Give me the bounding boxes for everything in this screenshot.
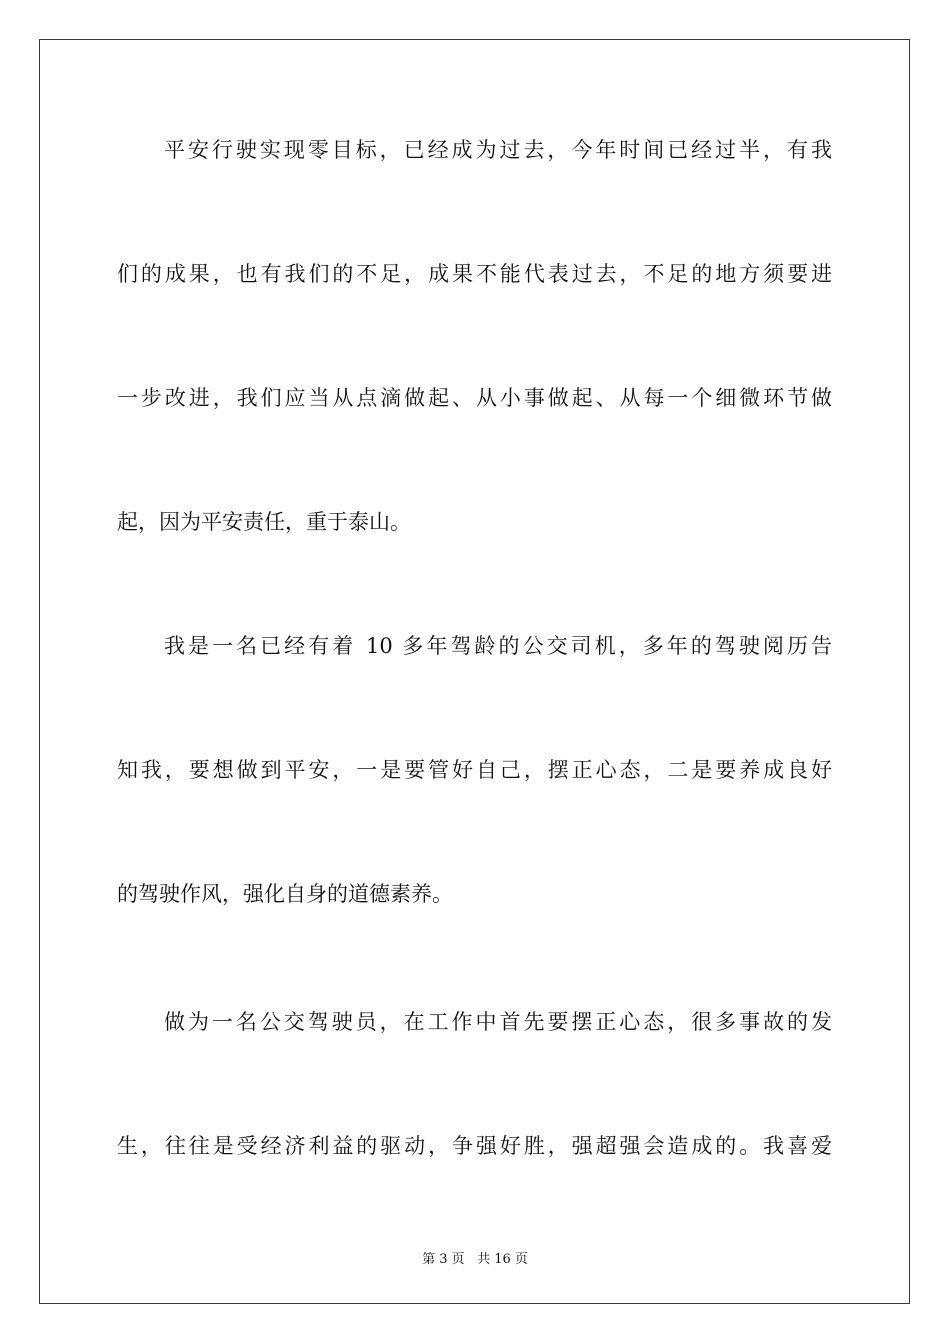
paragraph-2-line-3: 的驾驶作风，强化自身的道德素养。 xyxy=(117,882,453,906)
page-footer xyxy=(0,1248,950,1267)
paragraph-1-line-3: 一步改进，我们应当从点滴做起、从小事做起、从每一个细微环节做 xyxy=(117,386,832,410)
page-number: 第 3 页 xyxy=(422,1252,465,1267)
page-frame xyxy=(39,39,910,1304)
paragraph-3-line-2: 生，往往是受经济利益的驱动，争强好胜，强超强会造成的。我喜爱 xyxy=(117,1134,832,1158)
paragraph-1-line-1: 平安行驶实现零目标，已经成为过去，今年时间已经过半，有我 xyxy=(164,138,832,162)
total-pages: 共 16 页 xyxy=(477,1252,528,1267)
paragraph-3-line-1: 做为一名公交驾驶员，在工作中首先要摆正心态，很多事故的发 xyxy=(164,1010,832,1034)
paragraph-2-line-1: 我是一名已经有着 10 多年驾龄的公交司机，多年的驾驶阅历告 xyxy=(164,634,832,658)
paragraph-1-line-2: 们的成果，也有我们的不足，成果不能代表过去，不足的地方须要进 xyxy=(117,262,832,286)
paragraph-1-line-4: 起，因为平安责任，重于泰山。 xyxy=(117,510,411,534)
paragraph-2-line-2: 知我，要想做到平安，一是要管好自己，摆正心态，二是要养成良好 xyxy=(117,758,832,782)
